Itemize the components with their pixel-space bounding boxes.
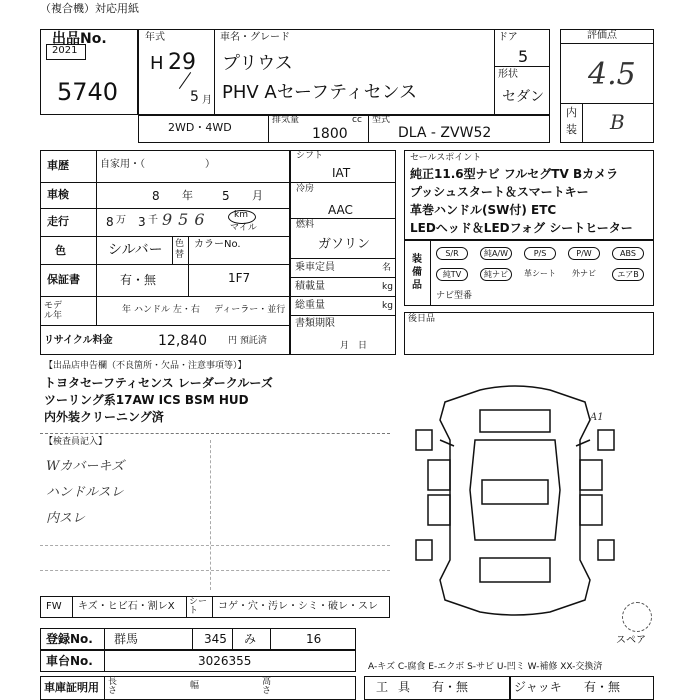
car-grade: PHV Aセーフティセンス: [222, 82, 418, 103]
cert-sub-2: 幅: [190, 681, 200, 691]
sales-line-2: プッシュスタート＆スマートキー: [410, 185, 589, 199]
interior-label-1: 内: [566, 106, 577, 119]
fuel-label: 燃料: [296, 220, 315, 230]
shape-label: 形状: [498, 69, 518, 80]
weight-unit: kg: [382, 301, 393, 311]
score-value: 4.5: [588, 57, 636, 92]
capacity-unit: 名: [382, 263, 392, 273]
history-label: 車歴: [47, 159, 69, 172]
displacement-label: 排気量: [272, 115, 300, 125]
notes-line-1: トヨタセーフティセンス レーダークルーズ: [44, 376, 273, 390]
door-value: 5: [518, 47, 529, 66]
jack-value: 有・無: [584, 680, 621, 694]
chassis-value: 3026355: [198, 654, 252, 668]
equipment-label: 装備品: [412, 254, 422, 291]
inspector-label: 【検査員記入】: [44, 437, 108, 447]
recycle-value: 12,840: [158, 333, 207, 349]
door-label: ドア: [498, 32, 518, 43]
color-change-label: 色替: [175, 239, 185, 260]
book-unit: 月 日: [340, 341, 368, 351]
shape-value: セダン: [502, 89, 545, 105]
inspector-line-2: ハンドルスレ: [46, 485, 124, 500]
fw-seat-label: シート: [189, 597, 208, 616]
registration-kana: み: [244, 632, 257, 646]
capacity-label: 乗車定員: [295, 262, 335, 273]
equip-leather: 革シート: [524, 269, 556, 278]
inspection-year: 8: [152, 189, 160, 203]
fw-seat-damage: コゲ・穴・汚レ・シミ・破レ・スレ: [218, 601, 378, 612]
tools-label: 工具: [376, 680, 421, 694]
mileage-handwritten: 956: [162, 210, 211, 229]
mileage-unit-mile: マイル: [230, 223, 257, 233]
equip-sr: S/R: [436, 247, 468, 260]
color-label: 色: [55, 244, 66, 257]
notes-line-3: 内外装クリーニング済: [44, 410, 164, 424]
shift-label: シフト: [296, 151, 324, 161]
registration-label: 登録No.: [46, 632, 93, 646]
inspection-month: 5: [222, 189, 230, 203]
model-year-label: モデル年: [44, 301, 63, 321]
fw-damage: キズ・ヒビ石・割レX: [78, 601, 175, 612]
warranty-value: 有・無: [120, 273, 157, 287]
sales-line-1: 純正11.6型ナビ フルセグTV Bカメラ: [410, 167, 619, 181]
rear-label: 後日品: [408, 314, 436, 324]
load-unit: kg: [382, 282, 393, 292]
mileage-label: 走行: [47, 215, 69, 228]
inspector-line-3: 内スレ: [46, 511, 86, 526]
mileage-man: 8: [106, 215, 114, 229]
interior-label-2: 装: [566, 123, 577, 136]
registration-class: 345: [204, 632, 227, 646]
lot-stamp: 2021: [52, 45, 78, 56]
shift-value: IAT: [332, 166, 351, 180]
weight-label: 総重量: [295, 300, 325, 311]
model-value: DLA - ZVW52: [398, 125, 492, 141]
car-diagram: [410, 380, 620, 620]
registration-number: 16: [306, 632, 322, 646]
equip-aw: 純A/W: [480, 247, 512, 260]
year-value: 29: [168, 50, 196, 75]
aircon-value: AAC: [328, 203, 353, 217]
chassis-label: 車台No.: [46, 654, 93, 668]
color-no-label: カラーNo.: [194, 239, 241, 250]
warranty-label: 保証書: [47, 273, 80, 286]
interior-value: B: [610, 110, 625, 134]
fw-label: FW: [46, 601, 62, 612]
displacement-value: 1800: [312, 126, 348, 142]
load-label: 積載量: [295, 281, 325, 292]
year-era: H: [150, 53, 164, 74]
drive-value: 2WD・4WD: [168, 121, 232, 134]
model-year-unit: 年: [122, 305, 132, 315]
mileage-sen: 3: [138, 215, 146, 229]
inspector-line-1: Wカバーキズ: [46, 459, 125, 474]
inspection-month-unit: 月: [252, 189, 263, 202]
legend-text: A-キズ C-腐食 E-エクボ S-サビ U-凹ミ W-補修 XX-交換済: [368, 662, 603, 672]
sales-line-3: 革巻ハンドル(SW付) ETC: [410, 203, 557, 217]
equip-ext-navi: 外ナビ: [572, 269, 596, 278]
equip-navi-model: ナビ型番: [436, 291, 473, 301]
sales-line-4: LEDヘッド＆LEDフォグ シートヒーター: [410, 221, 633, 235]
color-no-value: 1F7: [228, 271, 251, 285]
equip-abs: ABS: [612, 247, 644, 260]
displacement-unit: cc: [352, 115, 362, 125]
mileage-sen-unit: 千: [148, 215, 158, 226]
rear-box: [404, 312, 654, 355]
cert-sub-3: 高さ: [262, 677, 272, 696]
model-label: 型式: [372, 115, 391, 125]
recycle-label: リサイクル料金: [44, 335, 113, 346]
handle-value: ハンドル 左・右: [134, 305, 200, 315]
inspection-label: 車検: [47, 188, 69, 201]
equip-airbag: エアB: [612, 268, 644, 281]
tools-value: 有・無: [432, 680, 469, 694]
history-value: 自家用・（ ）: [100, 159, 215, 170]
damage-mark: A1: [590, 412, 604, 423]
notes-label: 【出品店申告欄（不良箇所・欠品・注意事項等）】: [44, 361, 247, 371]
cert-sub-1: 長さ: [108, 677, 118, 696]
dealer-value: ディーラー・並行: [214, 305, 286, 315]
year-month-unit: 月: [202, 95, 212, 106]
fuel-value: ガソリン: [318, 237, 371, 252]
sales-label: セールスポイント: [410, 153, 482, 163]
lot-label: 出品No.: [52, 31, 107, 47]
equip-pw: P/W: [568, 247, 600, 260]
equip-ps: P/S: [524, 247, 556, 260]
book-label: 書類期限: [295, 318, 335, 329]
jack-label: ジャッキ: [514, 680, 562, 694]
inspection-year-unit: 年: [182, 189, 193, 202]
recycle-unit: 円 預託済: [228, 336, 267, 346]
color-value: シルバー: [108, 242, 163, 258]
equip-navi: 純ナビ: [480, 268, 512, 281]
car-label: 車名・グレード: [220, 32, 290, 43]
registration-place: 群馬: [114, 632, 139, 646]
form-title: （複合機）対応用紙: [40, 2, 139, 15]
mileage-man-unit: 万: [116, 215, 126, 226]
notes-line-2: ツーリング系17AW ICS BSM HUD: [44, 393, 249, 407]
year-month: 5: [190, 89, 199, 105]
spare-circle: [622, 602, 652, 632]
mileage-unit-km: km: [234, 210, 248, 220]
equip-tv: 純TV: [436, 268, 468, 281]
car-name: プリウス: [222, 53, 293, 74]
score-label: 評価点: [587, 30, 617, 41]
spare-label: スペア: [616, 635, 646, 646]
year-label: 年式: [145, 32, 165, 43]
lot-number: 5740: [57, 78, 119, 106]
aircon-label: 冷房: [296, 184, 315, 194]
cert-label: 車庫証明用: [44, 681, 99, 694]
